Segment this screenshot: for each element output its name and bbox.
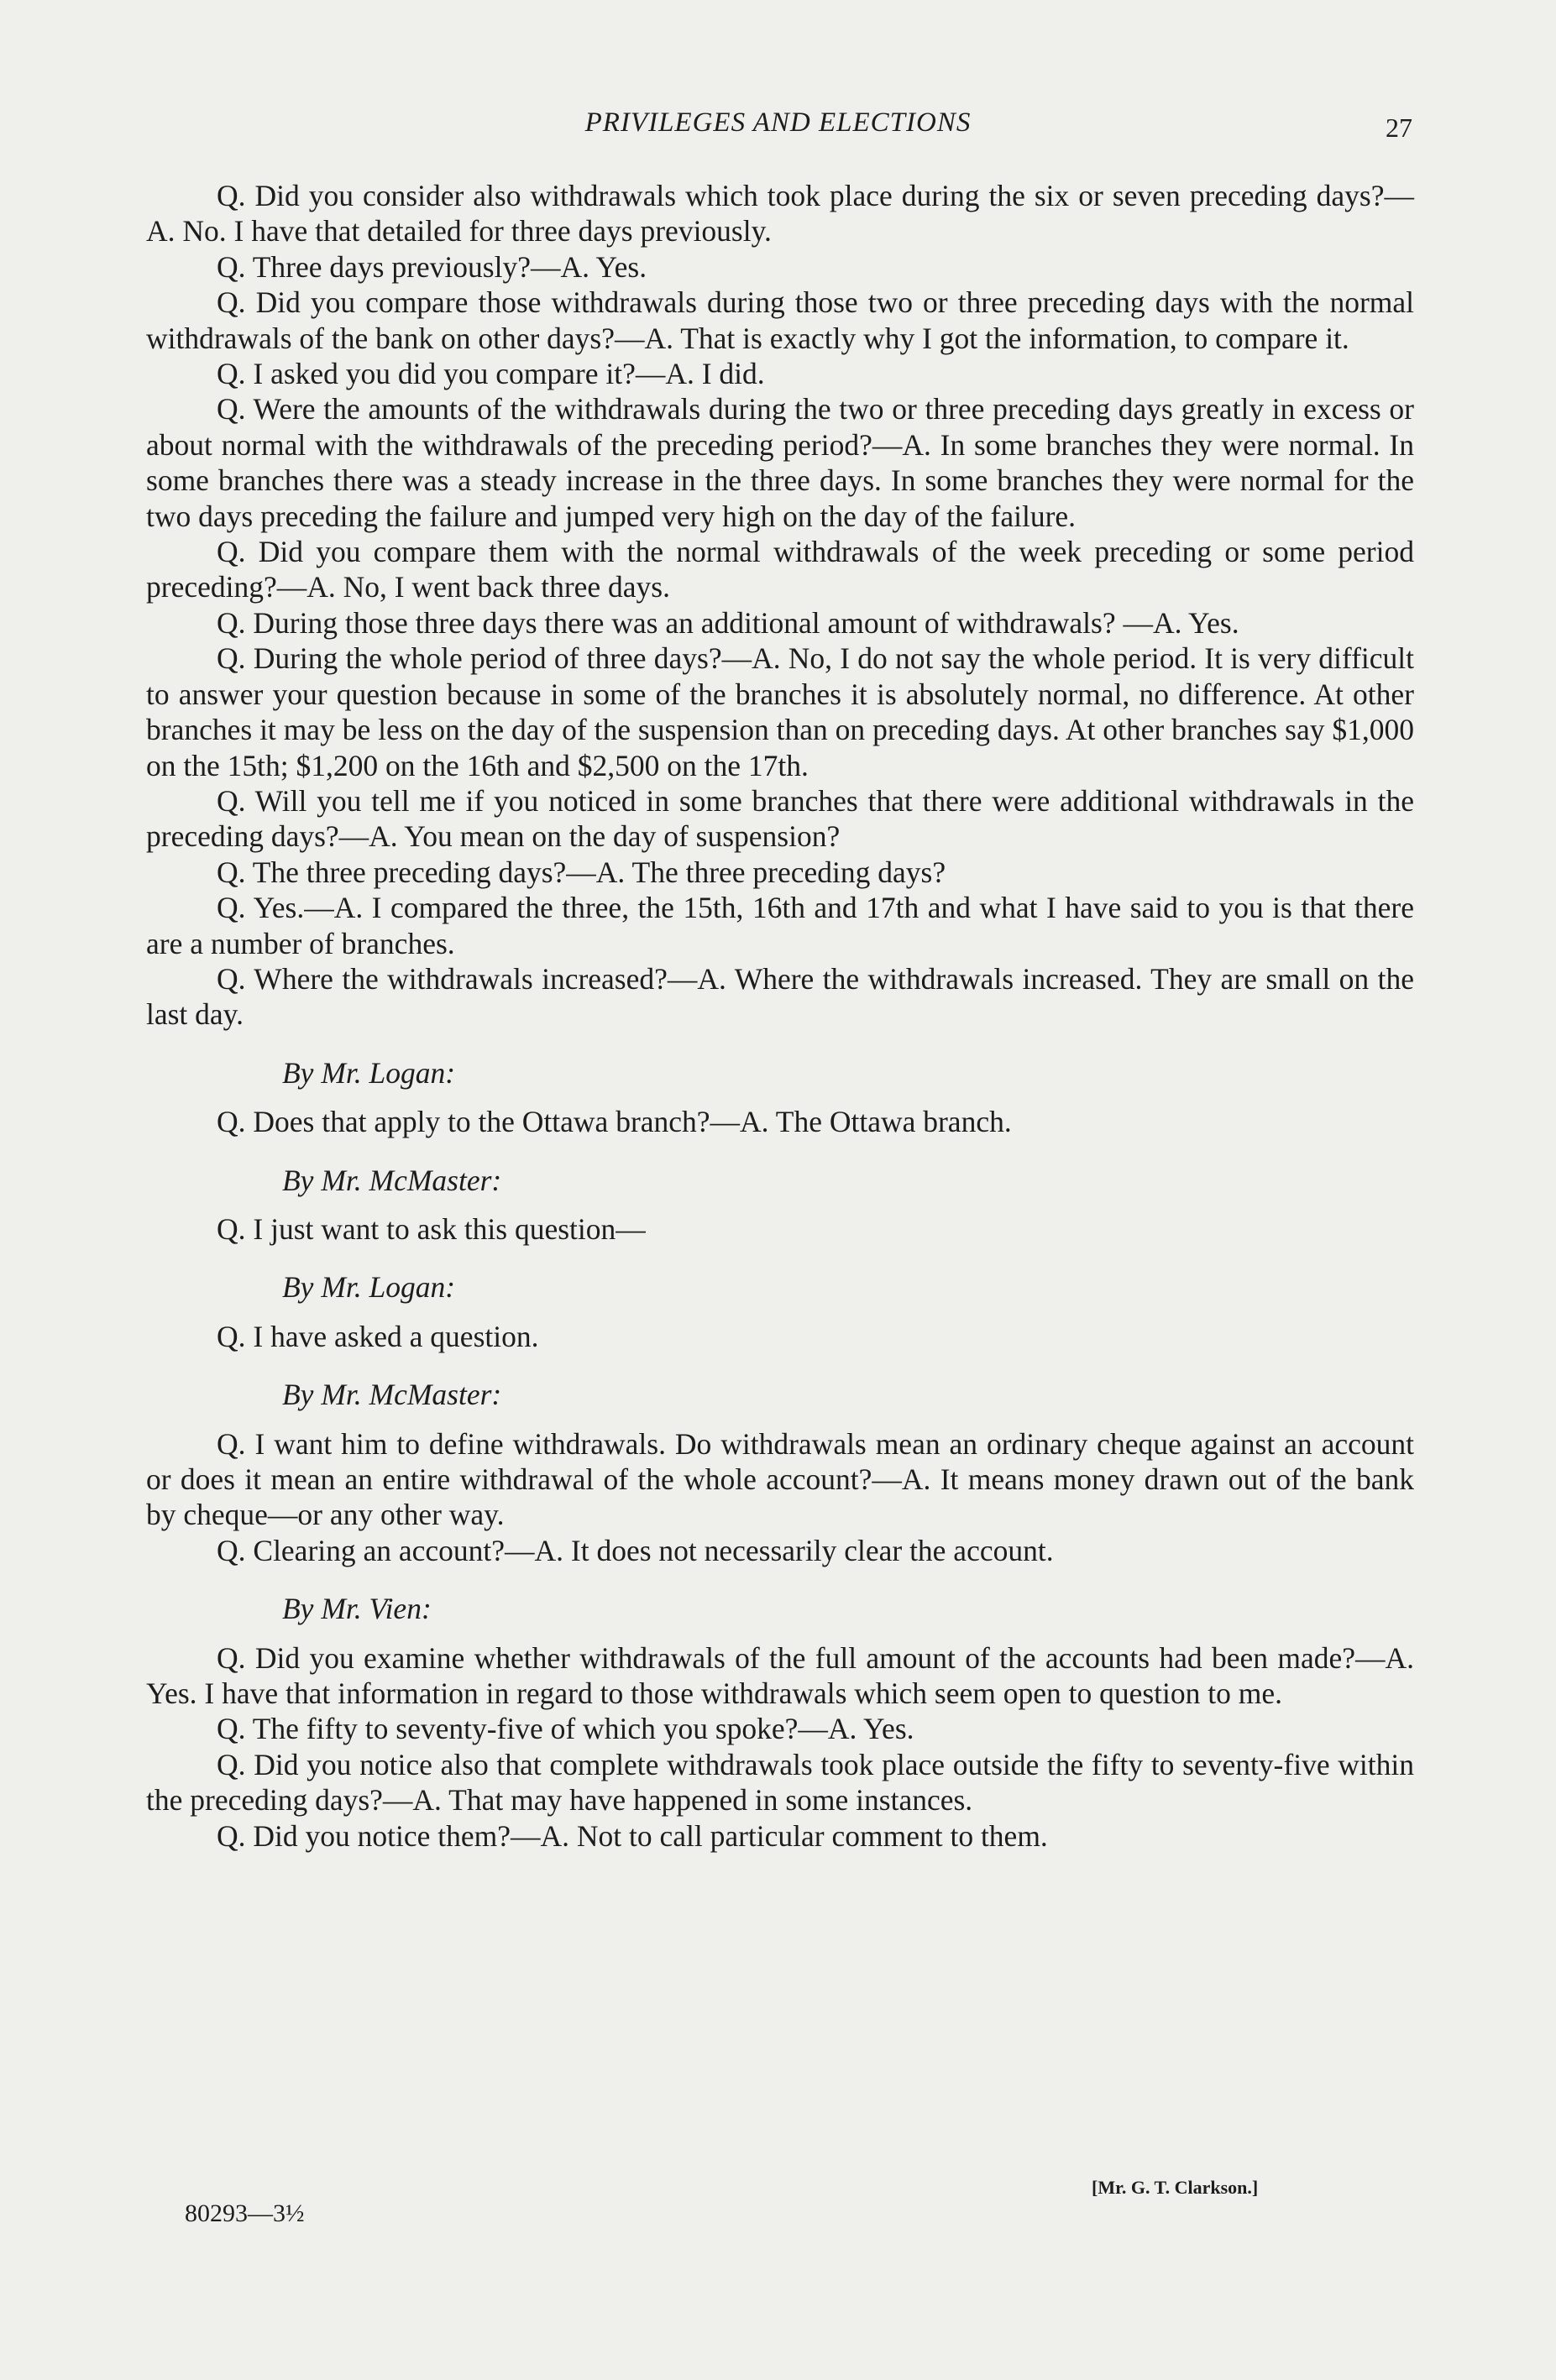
speaker-heading: By Mr. Logan: (282, 1270, 456, 1305)
transcript-body (146, 178, 1414, 1854)
page-number: 27 (1386, 112, 1412, 143)
testimony-paragraph: Q. During the whole period of three days?—A. No, I do not say the whole period. It is very difficult to answer your question because in some of the branches it is absolutely normal, no difference. At other branches it may be less on the day of the suspension than on preceding days. At other branches say $1,000 on the 15th; $1,200 on the 16th and $2,500 on the 17th. (146, 641, 1414, 782)
testimony-paragraph: Q. Clearing an account?—A. It does not necessarily clear the account. (217, 1533, 1054, 1567)
testimony-paragraph: Q. During those three days there was an additional amount of withdrawals? —A. Yes. (217, 605, 1239, 640)
testimony-paragraph: Q. Does that apply to the Ottawa branch?—A. The Ottawa branch. (217, 1105, 1012, 1139)
testimony-paragraph: Q. I have asked a question. (217, 1319, 539, 1353)
speaker-heading: By Mr. Logan: (282, 1055, 456, 1090)
testimony-paragraph: Q. Did you compare them with the normal withdrawals of the week preceding or some period preceding?—A. No, I went back three days. (146, 535, 1414, 604)
running-title: PRIVILEGES AND ELECTIONS (584, 107, 972, 138)
testimony-paragraph: Q. Where the withdrawals increased?—A. Where the withdrawals increased. They are small on the last day. (146, 961, 1414, 1032)
testimony-paragraph: Q. Did you compare those withdrawals during those two or three preceding days with the normal withdrawals of the bank on other days?—A. That is exactly why I got the information, to compare it. (146, 285, 1414, 355)
testimony-paragraph: Q. The three preceding days?—A. The three preceding days? (217, 855, 946, 889)
speaker-heading: By Mr. McMaster: (282, 1378, 502, 1412)
testimony-paragraph: Q. Were the amounts of the withdrawals during the two or three preceding days greatly in excess or about normal with the withdrawals of the preceding period?—A. In some branches they were normal. In some branches there was a steady increase in the three days. In some branches they were normal for the two days preceding the failure and jumped very high on the day of the failure. (146, 392, 1414, 533)
testimony-paragraph: Q. Did you notice them?—A. Not to call particular comment to them. (217, 1818, 1048, 1853)
testimony-paragraph: Q. I want him to define withdrawals. Do withdrawals mean an ordinary cheque against an account or does it mean an entire withdrawal of the whole account?—A. It means money drawn out of the bank by cheque—or any other way. (146, 1426, 1414, 1532)
testimony-paragraph: Q. Did you consider also withdrawals which took place during the six or seven preceding days?—A. No. I have that detailed for three days previously. (146, 179, 1414, 248)
speaker-heading: By Mr. Vien: (282, 1592, 432, 1626)
signature-mark: 80293—3½ (185, 2200, 305, 2227)
testimony-paragraph: Q. Yes.—A. I compared the three, the 15th, 16th and 17th and what I have said to you is that there are a number of branches. (146, 891, 1414, 960)
testimony-paragraph: Q. I asked you did you compare it?—A. I did. (217, 357, 765, 391)
testimony-paragraph: Q. Will you tell me if you noticed in some branches that there were additional withdrawals in the preceding days?—A. You mean on the day of suspension? (146, 783, 1414, 854)
testimony-paragraph: Q. I just want to ask this question— (217, 1211, 646, 1246)
testimony-paragraph: Q. Did you examine whether withdrawals of the full amount of the accounts had been made?—A. Yes. I have that information in regard to those withdrawals which seem open to question to me. (146, 1640, 1414, 1711)
testimony-paragraph: Q. Did you notice also that complete withdrawals took place outside the fifty to seventy-five within the preceding days?—A. That may have happened in some instances. (146, 1747, 1414, 1818)
testimony-paragraph: Q. The fifty to seventy-five of which you spoke?—A. Yes. (217, 1712, 914, 1746)
speaker-note: [Mr. G. T. Clarkson.] (1092, 2177, 1259, 2198)
speaker-heading: By Mr. McMaster: (282, 1163, 502, 1197)
testimony-paragraph: Q. Three days previously?—A. Yes. (217, 249, 647, 284)
